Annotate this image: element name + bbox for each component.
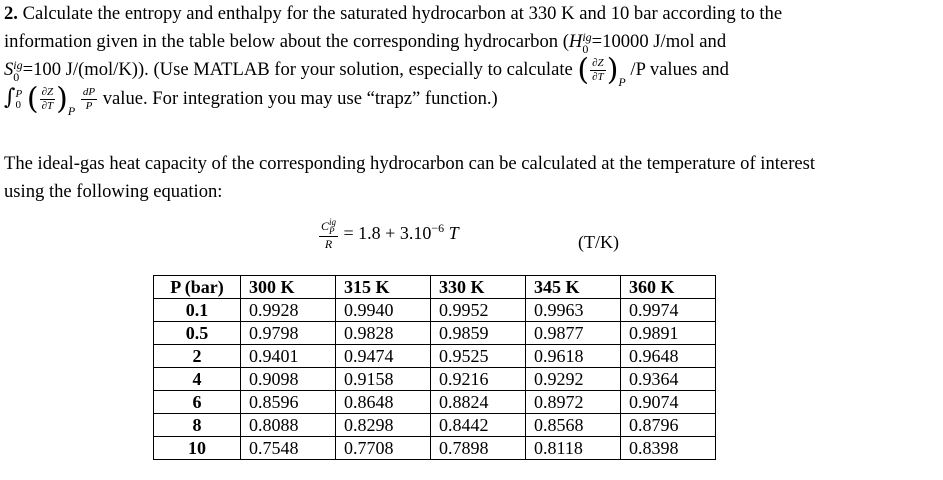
integral-limits: [15, 89, 22, 111]
table-row: [154, 299, 716, 322]
pressure-cell: 0.5: [154, 322, 241, 345]
problem-line-2: [4, 28, 934, 56]
dz-dt-fraction: [590, 57, 606, 84]
z-cell: 0.8088: [241, 414, 336, 437]
compressibility-table: [153, 275, 716, 460]
h-supsub: [582, 31, 591, 55]
problem-line-4: [4, 81, 934, 118]
z-cell: 0.9158: [336, 368, 431, 391]
pressure-cell: 6: [154, 391, 241, 414]
dp-p-fraction: [81, 86, 97, 113]
open-paren: (: [577, 52, 590, 88]
s-symbol: S: [4, 59, 14, 80]
table-row: [154, 437, 716, 460]
z-cell: 0.8824: [431, 391, 526, 414]
z-cell: 0.8972: [526, 391, 621, 414]
integral-icon: ∫: [4, 85, 16, 110]
paren-sub-p: P: [618, 74, 626, 89]
heat-capacity-equation: [318, 218, 459, 268]
header-360k: 360 K: [621, 276, 716, 299]
p-denominator: P: [85, 100, 93, 113]
cp-symbol: C: [321, 218, 330, 233]
z-cell: 0.8648: [336, 391, 431, 414]
header-pressure: P (bar): [154, 276, 241, 299]
intro-paragraph: [4, 150, 934, 206]
s-sup: ig: [13, 57, 23, 72]
problem-text-3a: =100 J/(mol/K)). (Use MATLAB for your solution, especially to calculate: [22, 59, 573, 80]
z-cell: 0.8118: [526, 437, 621, 460]
z-cell: 0.8298: [336, 414, 431, 437]
z-cell: 0.9798: [241, 322, 336, 345]
dt-denominator: ∂T: [592, 71, 604, 84]
z-cell: 0.8442: [431, 414, 526, 437]
integral-upper: P: [15, 87, 23, 100]
intro-line-2: using the following equation:: [4, 181, 223, 202]
problem-number: 2.: [4, 3, 18, 24]
z-cell: 0.9292: [526, 368, 621, 391]
close-paren: ): [606, 52, 619, 88]
close-paren-2: ): [56, 81, 68, 117]
s-supsub: [13, 59, 22, 83]
z-cell: 0.9401: [241, 345, 336, 368]
table-header-row: [154, 276, 716, 299]
header-330k: 330 K: [431, 276, 526, 299]
z-cell: 0.9216: [431, 368, 526, 391]
equation-rhs: = 1.8 + 3.10: [343, 223, 432, 244]
integral-lower: 0: [15, 98, 21, 111]
problem-text-4b: value. For integration you may use “trapz” function.): [102, 88, 498, 109]
z-cell: 0.9098: [241, 368, 336, 391]
table-row: [154, 391, 716, 414]
dz-numerator-2: ∂Z: [41, 86, 54, 99]
z-cell: 0.8568: [526, 414, 621, 437]
z-cell: 0.7548: [241, 437, 336, 460]
problem-text-3b: /P values and: [630, 59, 729, 80]
problem-statement: [4, 0, 934, 118]
h-symbol: H: [568, 31, 583, 52]
z-cell: 0.9618: [526, 345, 621, 368]
z-cell: 0.9525: [431, 345, 526, 368]
table-row: [154, 414, 716, 437]
table-row: [154, 345, 716, 368]
z-cell: 0.9877: [526, 322, 621, 345]
dz-dt-fraction-2: [40, 86, 56, 113]
problem-text-1: Calculate the entropy and enthalpy for the saturated hydrocarbon at 330 K and 10 bar according to the: [22, 3, 783, 24]
equation-exponent: −6: [431, 221, 445, 236]
pressure-cell: 0.1: [154, 299, 241, 322]
z-cell: 0.8596: [241, 391, 336, 414]
z-cell: 0.9928: [241, 299, 336, 322]
cp-supsub: [329, 218, 336, 236]
table-row: [154, 368, 716, 391]
cp-sup: ig: [329, 217, 337, 227]
dt-denominator-2: ∂T: [41, 100, 54, 113]
dz-numerator: ∂Z: [592, 57, 604, 70]
z-cell: 0.9364: [621, 368, 716, 391]
z-cell: 0.9940: [336, 299, 431, 322]
h-sup: ig: [582, 29, 592, 44]
cp-sub: P: [329, 226, 335, 236]
header-315k: 315 K: [336, 276, 431, 299]
z-cell: 0.9963: [526, 299, 621, 322]
z-cell: 0.9974: [621, 299, 716, 322]
z-cell: 0.7708: [336, 437, 431, 460]
z-cell: 0.8398: [621, 437, 716, 460]
z-cell: 0.9074: [621, 391, 716, 414]
pressure-cell: 4: [154, 368, 241, 391]
z-cell: 0.9859: [431, 322, 526, 345]
z-cell: 0.9891: [621, 322, 716, 345]
s-sub: 0: [13, 69, 20, 84]
problem-line-3: [4, 52, 934, 89]
z-cell: 0.7898: [431, 437, 526, 460]
pressure-cell: 8: [154, 414, 241, 437]
z-cell: 0.9952: [431, 299, 526, 322]
header-345k: 345 K: [526, 276, 621, 299]
z-cell: 0.8796: [621, 414, 716, 437]
h-sub: 0: [582, 41, 589, 56]
paren-sub-p-2: P: [67, 103, 76, 118]
dp-numerator: dP: [82, 86, 96, 99]
intro-line-1: The ideal-gas heat capacity of the corresponding hydrocarbon can be calculated at the temperature of interest: [4, 153, 816, 174]
problem-text-2a: information given in the table below about the corresponding hydrocarbon (: [4, 31, 569, 52]
cp-numerator: [319, 218, 338, 237]
pressure-cell: 2: [154, 345, 241, 368]
equation-t: T: [448, 223, 459, 244]
z-cell: 0.9648: [621, 345, 716, 368]
pressure-cell: 10: [154, 437, 241, 460]
r-denominator: R: [324, 237, 333, 251]
header-300k: 300 K: [241, 276, 336, 299]
z-cell: 0.9474: [336, 345, 431, 368]
problem-text-2b: =10000 J/mol and: [591, 31, 727, 52]
z-cell: 0.9828: [336, 322, 431, 345]
cp-over-r-fraction: [319, 218, 338, 252]
table-row: [154, 322, 716, 345]
open-paren-2: (: [26, 81, 39, 117]
problem-line-1: [4, 0, 934, 28]
equation-units: (T/K): [578, 232, 619, 252]
